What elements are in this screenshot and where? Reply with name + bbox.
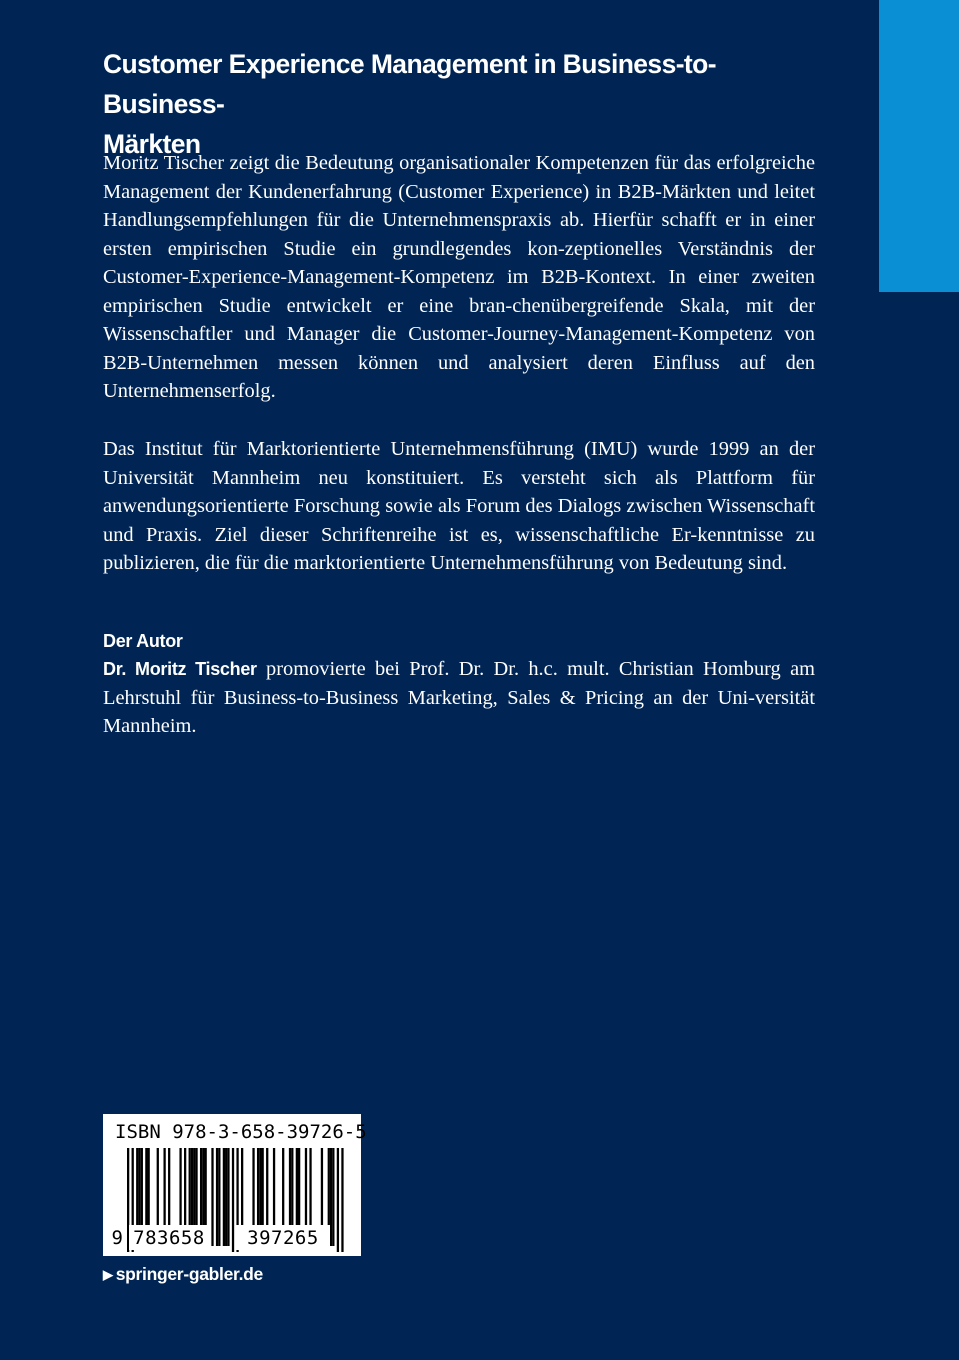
institute-paragraph xyxy=(103,435,815,578)
title-line: Märkten xyxy=(103,129,201,159)
barcode-bar xyxy=(337,1148,339,1252)
barcode-bar xyxy=(127,1148,129,1252)
author-heading: Der Autor xyxy=(103,631,183,651)
barcode-bar xyxy=(216,1148,218,1246)
text-line: von Bedeutung sind. xyxy=(618,552,788,574)
author-bio xyxy=(103,655,815,741)
description-paragraph xyxy=(103,149,815,406)
author-name: Dr. Moritz Tischer xyxy=(103,659,257,679)
barcode-lead-digit: 9 xyxy=(111,1227,123,1249)
text-line: zeptionelles Verständnis der Customer-Experience-Management-Kompetenz xyxy=(103,237,816,288)
isbn-label: ISBN 978-3-658-39726-5 xyxy=(115,1121,367,1143)
website-text: springer-gabler.de xyxy=(115,1264,263,1284)
barcode-bar xyxy=(218,1148,220,1246)
book-title xyxy=(103,44,823,164)
publisher-website[interactable] xyxy=(103,1262,263,1287)
text-line: Das Institut für Marktorientierte Unternehmensführung (IMU) wurde 1999 xyxy=(103,438,750,460)
barcode-bar xyxy=(223,1148,225,1246)
barcode-bar xyxy=(330,1148,332,1246)
text-line: im B2B-Kontext. In einer zweiten empirischen Studie entwickelt er eine bran- xyxy=(103,266,815,317)
text-line: Wissenschaft und Praxis. Ziel dieser Schriftenreihe ist es, wissenschaftliche Er- xyxy=(103,495,815,546)
text-line: B2B-Märkten und leitet Handlungsempfehlungen für die Unternehmenspraxis xyxy=(103,180,815,231)
barcode-bar xyxy=(211,1148,213,1246)
text-line: kenntnisse zu publizieren, die für die marktorientierte Unternehmensführung xyxy=(103,523,815,574)
text-line: versität Mannheim. xyxy=(103,686,815,737)
play-arrow-icon: ▶ xyxy=(103,1267,113,1282)
text-line: erfolgreiche Management der Kundenerfahrung (Customer Experience) in xyxy=(103,152,815,203)
barcode-left-digits: 783658 xyxy=(133,1227,205,1249)
barcode-bar xyxy=(232,1148,234,1252)
barcode-bar xyxy=(225,1148,227,1246)
barcode-bar xyxy=(332,1148,334,1246)
text-line: promovierte bei Prof. Dr. Dr. h.c. mult. Christian Homburg xyxy=(256,658,781,680)
text-line: an der Universität Mannheim neu konstituiert. Es versteht sich als Plattform xyxy=(103,438,815,489)
text-line: analysiert deren Einfluss auf den Unternehmenserfolg. xyxy=(103,351,816,402)
isbn-barcode xyxy=(103,1114,367,1256)
text-line: Moritz Tischer zeigt die Bedeutung organisationaler Kompetenzen für das xyxy=(103,152,711,174)
text-line: am Lehrstuhl für Business-to-Business Marketing, Sales & Pricing an der Uni- xyxy=(103,658,815,709)
text-line: für anwendungsorientierte Forschung sowie als Forum des Dialogs zwischen xyxy=(103,466,815,517)
text-line: Journey-Management-Kompetenz von B2B-Unternehmen messen können und xyxy=(103,323,815,374)
text-line: chenübergreifende Skala, mit der Wissenschaftler und Manager die Customer- xyxy=(103,294,815,345)
text-line: ab. Hierfür schafft er in einer ersten empirischen Studie ein grundlegendes kon- xyxy=(103,209,816,260)
barcode-bar xyxy=(341,1148,343,1252)
title-line: Customer Experience Management in Business-to-Business- xyxy=(103,49,716,119)
barcode-bar xyxy=(227,1148,229,1246)
barcode-right-digits: 397265 xyxy=(247,1227,319,1249)
accent-bar xyxy=(879,0,959,292)
